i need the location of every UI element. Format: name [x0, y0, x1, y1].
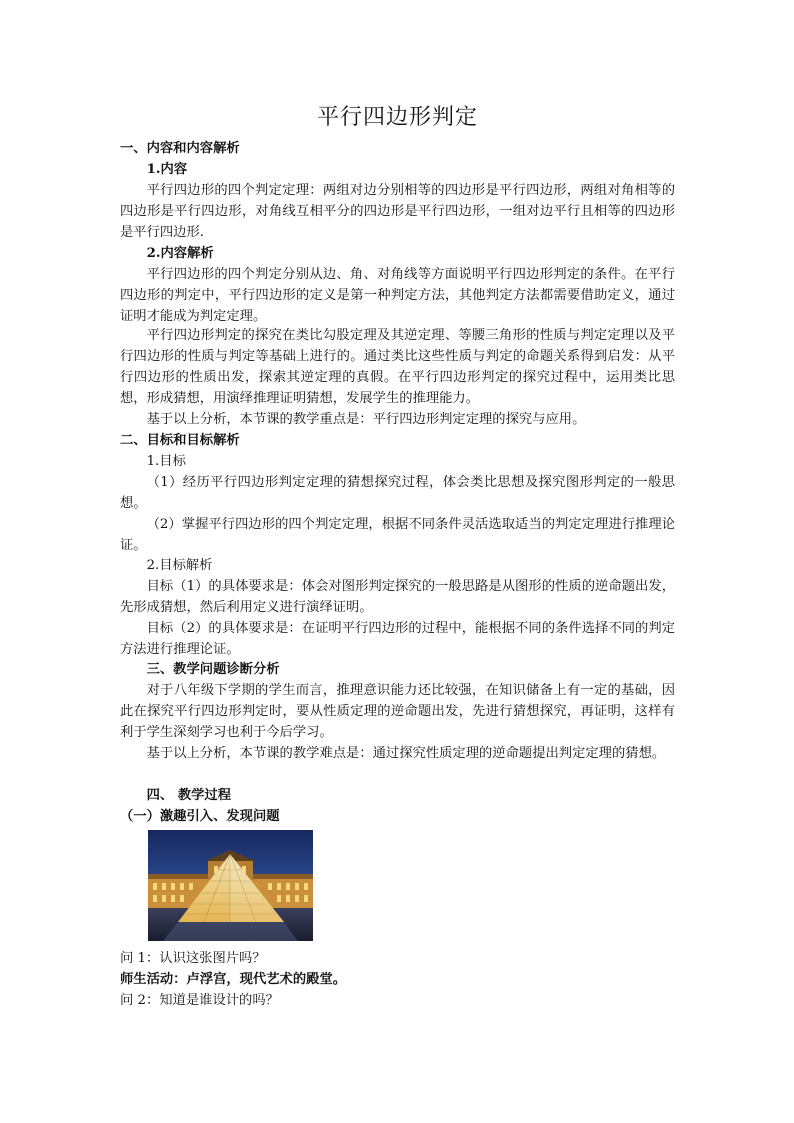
question-1: 问 1：认识这张图片吗？ [120, 951, 266, 966]
section-1-sub-2: 2.内容解析 [146, 246, 214, 261]
section-2-paragraph-4: 目标（2）的具体要求是：在证明平行四边形的过程中，能根据不同的条件选择不同的判定方法进行推理论证。 [120, 621, 675, 657]
section-2-paragraph-1: （1）经历平行四边形判定定理的猜想探究过程，体会类比思想及探究图形判定的一般思想。 [120, 475, 675, 511]
section-1-paragraph-1: 平行四边形的四个判定定理：两组对边分别相等的四边形是平行四边形，两组对角相等的四边形是平行四边形，对角线互相平分的四边形是平行四边形，一组对边平行且相等的四边形是平行四边形. [120, 183, 675, 240]
section-2-heading: 二、目标和目标解析 [120, 433, 240, 448]
section-2-sub-2: 2.目标解析 [146, 558, 213, 573]
teacher-student-activity: 师生活动：卢浮宫，现代艺术的殿堂。 [120, 972, 347, 987]
page-title: 平行四边形判定 [316, 105, 478, 130]
section-1-paragraph-4: 基于以上分析，本节课的教学重点是：平行四边形判定定理的探究与应用。 [146, 412, 586, 427]
section-1-paragraph-3: 平行四边形判定的探究在类比勾股定理及其逆定理、等腰三角形的性质与判定定理以及平行四边形的性质与判定等基础上进行的。通过类比这些性质与判定的命题关系得到启发：从平行四边形的性质出发，探索其逆定理的真假。在平行四边形判定的探究过程中，运用类比思想，形成猜想，用演绎推理证明猜想，发展学生的推理能力。 [120, 328, 675, 406]
section-3-paragraph-2: 基于以上分析，本节课的教学难点是：通过探究性质定理的逆命题提出判定定理的猜想。 [146, 746, 666, 761]
section-1-paragraph-2: 平行四边形的四个判定分别从边、角、对角线等方面说明平行四边形判定的条件。在平行四边形的判定中，平行四边形的定义是第一种判定方法，其他判定方法都需要借助定义，通过证明才能成为判定定理。 [120, 267, 675, 324]
section-2-paragraph-2: （2）掌握平行四边形的四个判定定理，根据不同条件灵活选取适当的判定定理进行推理论证。 [120, 517, 675, 553]
section-1-sub-1: 1.内容 [146, 162, 188, 177]
section-3-paragraph-1: 对于八年级下学期的学生而言，推理意识能力还比较强，在知识储备上有一定的基础，因此在探究平行四边形判定时，要从性质定理的逆命题出发，先进行猜想探究，再证明，这样有利于学生深刻学习也利于今后学习。 [120, 683, 675, 740]
question-2: 问 2：知道是谁设计的吗？ [120, 993, 279, 1008]
section-1-heading: 一、内容和内容解析 [120, 141, 240, 156]
louvre-pyramid-photo [148, 830, 313, 941]
section-2-paragraph-3: 目标（1）的具体要求是：体会对图形判定探究的一般思路是从图形的性质的逆命题出发，先形成猜想，然后利用定义进行演绎证明。 [120, 579, 675, 615]
section-4-sub-1: （一）激趣引入、发现问题 [120, 809, 280, 824]
section-4-heading: 四、 教学过程 [146, 788, 232, 803]
section-2-sub-1: 1.目标 [146, 454, 186, 469]
section-3-heading: 三、教学问题诊断分析 [146, 662, 280, 677]
